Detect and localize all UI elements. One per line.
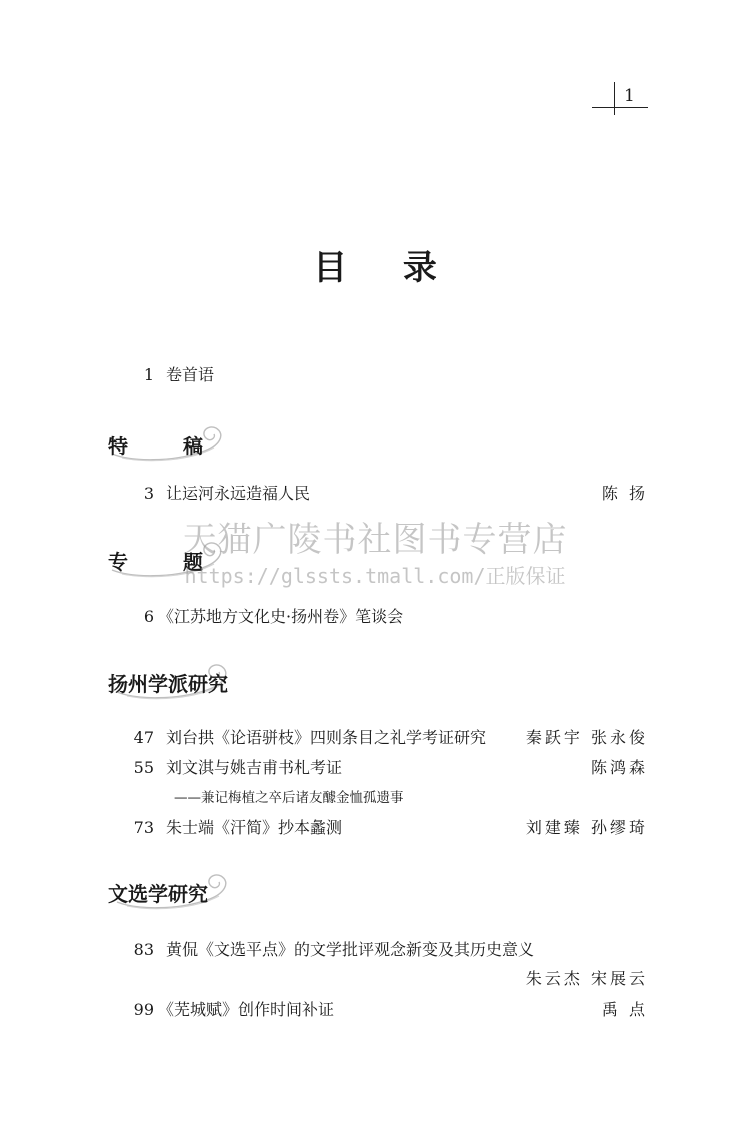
toc-entry-author: 陈鸿森 — [590, 758, 648, 777]
watermark-url: https://glssts.tmall.com/正版保证 — [184, 564, 566, 588]
page-corner-rule-vertical — [614, 82, 615, 115]
toc-page-number: 73 — [133, 818, 154, 837]
toc-entry-title: 让运河永远造福人民 — [166, 484, 311, 503]
toc-page-number: 83 — [133, 940, 154, 959]
toc-page-number: 1 — [143, 365, 154, 384]
section-title: 文选学研究 — [108, 882, 208, 906]
page-corner-rule-horizontal — [592, 107, 648, 108]
toc-entry-title: 刘台拱《论语骈枝》四则条目之礼学考证研究 — [166, 728, 487, 747]
watermark-store-name: 天猫广陵书社图书专营店 — [182, 520, 568, 560]
toc-page-number: 3 — [143, 484, 154, 503]
toc-page-number: 99 — [133, 1000, 154, 1019]
toc-entry[interactable] — [0, 815, 750, 841]
page-title: 目 录 — [313, 248, 459, 288]
toc-entry-title: 朱士端《汗简》抄本蠡测 — [166, 818, 343, 837]
toc-entry-title: 卷首语 — [166, 365, 215, 384]
section-title: 扬州学派研究 — [108, 672, 228, 696]
toc-entry-title: 《江苏地方文化史·扬州卷》笔谈会 — [158, 607, 404, 626]
toc-entry-author: 禹 点 — [601, 1000, 648, 1019]
toc-entry[interactable] — [0, 725, 750, 751]
toc-entry-title: 黄侃《文选平点》的文学批评观念新变及其历史意义 — [166, 940, 535, 959]
toc-entry-author: 陈 扬 — [601, 484, 648, 503]
toc-entry-author-line — [0, 966, 750, 992]
toc-entry-author: 刘建臻 孙缪琦 — [525, 818, 648, 837]
toc-entry[interactable] — [0, 755, 750, 781]
toc-entry-title: 刘文淇与姚吉甫书札考证 — [166, 758, 343, 777]
toc-entry-preface[interactable] — [0, 362, 750, 388]
toc-entry[interactable] — [0, 937, 750, 963]
toc-entry[interactable] — [0, 481, 750, 507]
toc-page-number: 47 — [133, 728, 154, 747]
toc-entry-title: 《芜城赋》创作时间补证 — [158, 1000, 335, 1019]
toc-entry[interactable] — [0, 997, 750, 1023]
toc-entry-author: 秦跃宇 张永俊 — [525, 728, 648, 747]
toc-entry[interactable] — [0, 604, 750, 630]
toc-entry-subtitle: ——兼记梅植之卒后诸友醵金恤孤遗事 — [174, 790, 404, 806]
toc-page-number: 55 — [133, 758, 154, 777]
page-number: 1 — [624, 86, 635, 106]
section-title: 专 题 — [108, 550, 227, 574]
section-title: 特 稿 — [108, 434, 227, 458]
toc-entry-author: 朱云杰 宋展云 — [525, 969, 648, 988]
toc-page-number: 6 — [143, 607, 154, 626]
